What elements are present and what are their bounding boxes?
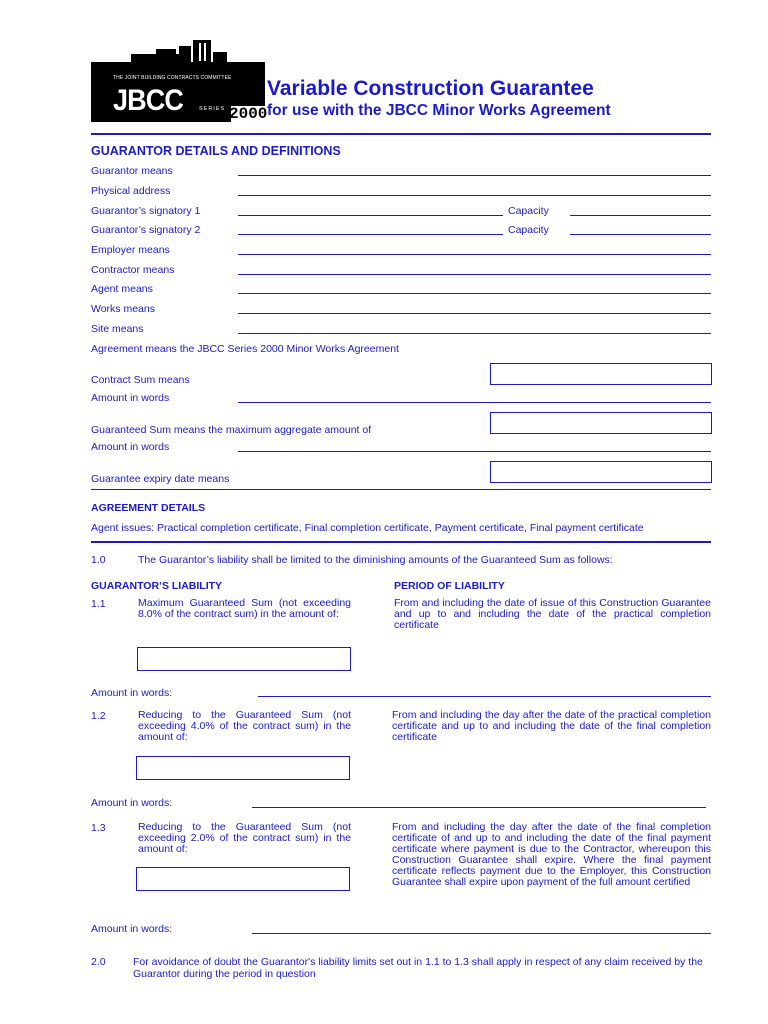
clause-1-3-words-field[interactable] <box>252 933 711 934</box>
signatory2-label: Guarantor’s signatory 2 <box>91 224 201 236</box>
contractor-means-field[interactable] <box>238 274 711 275</box>
agreement-divider <box>91 541 711 543</box>
works-means-field[interactable] <box>238 313 711 314</box>
expiry-date-input[interactable] <box>490 461 712 483</box>
guarantor-means-label: Guarantor means <box>91 165 173 177</box>
clause-1-1-period: From and including the date of issue of this Construction Guarantee and up to and including the date of the practical completion certificate <box>394 597 711 631</box>
agreement-heading: AGREEMENT DETAILS <box>91 502 206 514</box>
agent-means-field[interactable] <box>238 293 711 294</box>
clause-1-number: 1.0 <box>91 554 106 566</box>
guarantor-liability-heading: GUARANTOR’S LIABILITY <box>91 580 223 592</box>
clause-1-1-words-field[interactable] <box>258 696 711 697</box>
clause-1-2-amount-input[interactable] <box>136 756 350 780</box>
clause-1-1-words-label: Amount in words: <box>91 687 173 699</box>
employer-means-field[interactable] <box>238 254 711 255</box>
guarantor-means-field[interactable] <box>238 175 711 176</box>
clause-1-1-text: Maximum Guaranteed Sum (not exceeding 8.0% of the contract sum) in the amount of: <box>138 597 351 620</box>
clause-1-2-period: From and including the day after the date of the practical completion certificate and up to and including the date of the final completion certificate <box>392 709 711 743</box>
guaranteed-sum-label: Guaranteed Sum means the maximum aggregate amount of <box>91 424 372 436</box>
clause-2-number: 2.0 <box>91 956 106 968</box>
clause-1-intro: The Guarantor’s liability shall be limited to the diminishing amounts of the Guaranteed Sum as follows: <box>138 554 613 566</box>
logo-series: SERIES <box>199 106 226 112</box>
clause-1-1-number: 1.1 <box>91 598 106 610</box>
signatory1-capacity-label: Capacity <box>508 205 549 217</box>
clause-1-3-amount-input[interactable] <box>136 867 350 891</box>
expiry-divider <box>91 489 711 490</box>
clause-1-3-period: From and including the day after the date of the final completion certificate of and up to and including the date of the final payment certificate where payment is due to the Contractor, whereupon this Construction Guarantee shall expire. Where the final payment certificate reflects payment due to the Employer, this Construction Guarantee shall expire upon payment of the full amount certified <box>392 821 711 888</box>
signatory1-capacity-field[interactable] <box>570 215 711 216</box>
signatory2-field[interactable] <box>238 234 503 235</box>
contractor-means-label: Contractor means <box>91 264 175 276</box>
site-means-field[interactable] <box>238 333 711 334</box>
clause-1-2-words-field[interactable] <box>252 807 706 808</box>
agent-means-label: Agent means <box>91 283 153 295</box>
site-means-label: Site means <box>91 323 144 335</box>
signatory2-capacity-label: Capacity <box>508 224 549 236</box>
physical-address-field[interactable] <box>238 195 711 196</box>
page-title: Variable Construction Guarantee <box>267 77 594 100</box>
contract-sum-input[interactable] <box>490 363 712 385</box>
signatory2-capacity-field[interactable] <box>570 234 711 235</box>
expiry-date-label: Guarantee expiry date means <box>91 473 230 485</box>
contract-sum-words-label: Amount in words <box>91 392 170 404</box>
agent-issues-text: Agent issues: Practical completion certificate, Final completion certificate, Payment certificate, Final payment certificate <box>91 522 644 534</box>
logo-name: JBCC <box>113 84 183 117</box>
works-means-label: Works means <box>91 303 155 315</box>
clause-1-2-text: Reducing to the Guaranteed Sum (not exceeding 4.0% of the contract sum) in the amount of: <box>138 709 351 743</box>
clause-1-2-words-label: Amount in words: <box>91 797 173 809</box>
clause-1-1-amount-input[interactable] <box>137 647 351 671</box>
guarantor-heading: GUARANTOR DETAILS AND DEFINITIONS <box>91 144 341 158</box>
header-divider <box>91 133 711 135</box>
logo-year: 2000 <box>229 105 268 123</box>
agreement-means-text: Agreement means the JBCC Series 2000 Minor Works Agreement <box>91 343 399 355</box>
clause-2-text: For avoidance of doubt the Guarantor's liability limits set out in 1.1 to 1.3 shall apply in respect of any claim received by the Guarantor during the period in question <box>133 956 703 980</box>
guaranteed-sum-input[interactable] <box>490 412 712 434</box>
contract-sum-label: Contract Sum means <box>91 374 190 386</box>
clause-1-3-text: Reducing to the Guaranteed Sum (not exceeding 2.0% of the contract sum) in the amount of: <box>138 821 351 855</box>
logo-committee: THE JOINT BUILDING CONTRACTS COMMITTEE <box>113 75 232 81</box>
guaranteed-sum-words-field[interactable] <box>238 451 711 452</box>
employer-means-label: Employer means <box>91 244 170 256</box>
clause-1-3-number: 1.3 <box>91 822 106 834</box>
jbcc-logo <box>91 40 268 123</box>
page-subtitle: for use with the JBCC Minor Works Agreement <box>267 102 611 119</box>
guaranteed-sum-words-label: Amount in words <box>91 441 170 453</box>
signatory1-label: Guarantor’s signatory 1 <box>91 205 201 217</box>
clause-1-3-words-label: Amount in words: <box>91 923 173 935</box>
period-liability-heading: PERIOD OF LIABILITY <box>394 580 505 592</box>
physical-address-label: Physical address <box>91 185 171 197</box>
clause-1-2-number: 1.2 <box>91 710 106 722</box>
signatory1-field[interactable] <box>238 215 503 216</box>
contract-sum-words-field[interactable] <box>238 402 711 403</box>
